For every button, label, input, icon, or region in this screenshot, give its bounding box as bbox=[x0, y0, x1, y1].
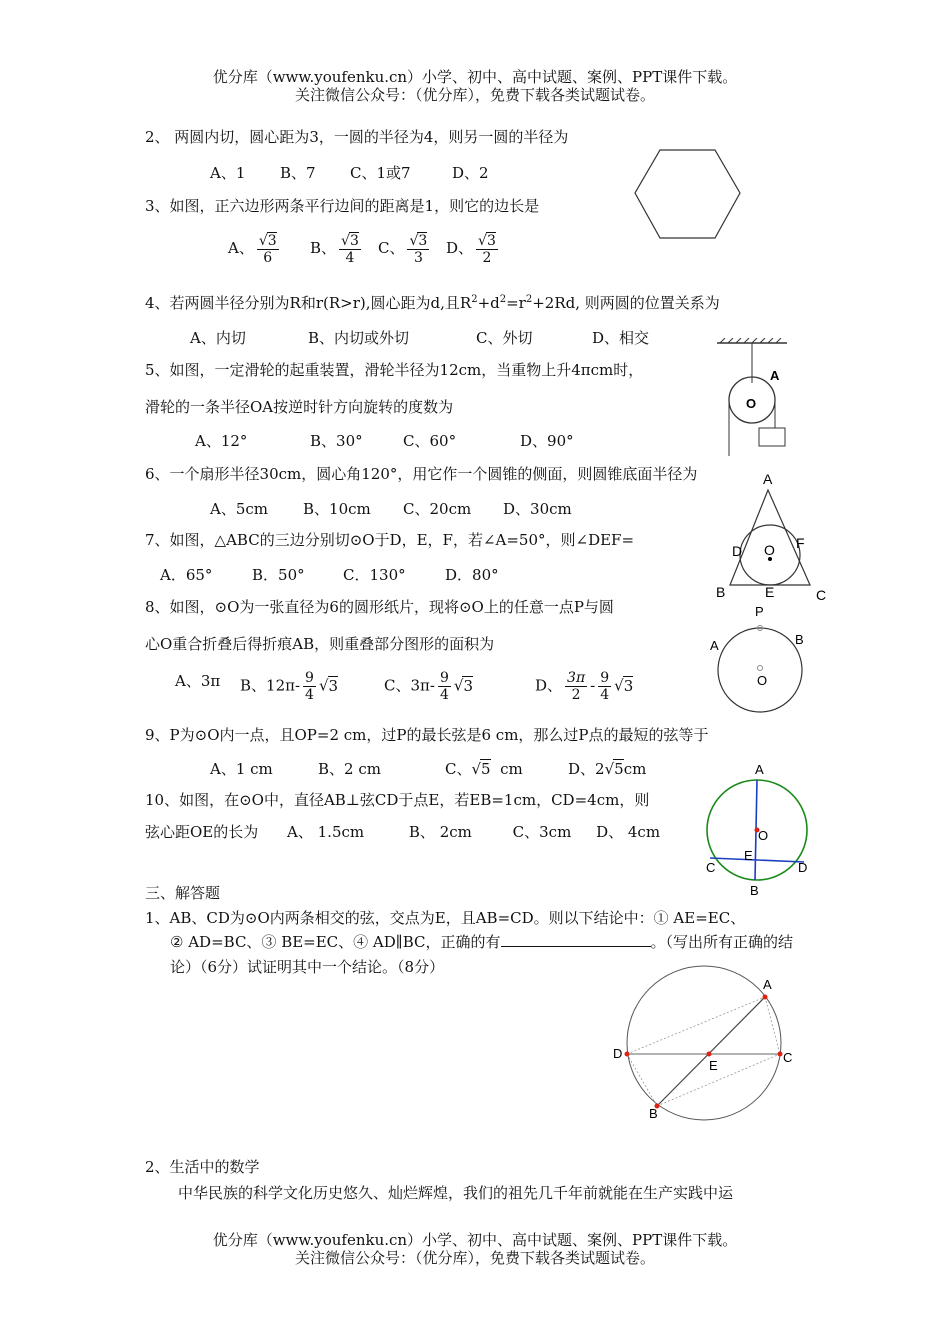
q3-c-fraction: $\frac{√3}{3}$ bbox=[409, 233, 428, 266]
footer-line-2: 关注微信公众号：（优分库），免费下载各类试题试卷。 bbox=[294, 1249, 655, 1267]
answer-blank[interactable] bbox=[501, 932, 651, 947]
solve-1-line-3: 论）（6分）试证明其中一个结论。（8分） bbox=[170, 958, 445, 976]
weight-box bbox=[759, 428, 785, 446]
label-d: D bbox=[613, 1046, 623, 1061]
hexagon-shape bbox=[635, 150, 740, 238]
label-c: C bbox=[816, 587, 827, 603]
footer-line-1: 优分库（www.youfenku.cn）小学、初中、高中试题、案例、PPT课件下载。 bbox=[212, 1231, 738, 1249]
q8-option-b: B、12π- $\frac{9}{4}$ √3 bbox=[240, 670, 339, 703]
label-a: A bbox=[763, 471, 773, 487]
q4-option-d: D、相交 bbox=[592, 329, 650, 347]
q6-option-a: A、5cm bbox=[210, 500, 269, 518]
q6-option-b: B、10cm bbox=[303, 500, 371, 518]
q3-b-fraction: $\frac{√3}{4}$ bbox=[341, 233, 359, 266]
solve-1-line-1: 1、AB、CD为⊙O内两条相交的弦，交点为E，且AB=CD。则以下结论中：① AE=EC、 bbox=[145, 909, 746, 927]
label-o: O bbox=[764, 542, 775, 558]
label-d: D bbox=[798, 860, 808, 875]
question-3: 3、如图，正六边形两条平行边间的距离是1，则它的边长是 bbox=[145, 197, 540, 215]
label-c: C bbox=[783, 1050, 793, 1065]
label-b: B bbox=[716, 584, 726, 600]
question-6: 6、一个扇形半径30cm，圆心角120°，用它作一个圆锥的侧面，则圆锥底面半径为 bbox=[145, 465, 698, 483]
q5-option-b: B、30° bbox=[310, 432, 363, 450]
q8-option-a: A、3π bbox=[175, 672, 221, 690]
solve-1-line-2: ② AD=BC、③ BE=EC、④ AD∥BC，正确的有 。（写出所有正确的结 bbox=[170, 933, 794, 951]
label-p: P bbox=[755, 604, 764, 619]
label-a: A bbox=[755, 762, 764, 777]
q6-option-d: D、30cm bbox=[503, 500, 572, 518]
q7-option-c: C．130° bbox=[343, 566, 406, 584]
label-b: B bbox=[649, 1106, 658, 1121]
chord-cd bbox=[710, 858, 804, 862]
question-9: 9、P为⊙O内一点，且OP=2 cm，过P的最长弦是6 cm，那么过P点的最短的弦等于 bbox=[145, 726, 709, 744]
q6-option-c: C、20cm bbox=[403, 500, 472, 518]
question-5-line-1: 5、如图，一定滑轮的起重装置，滑轮半径为12cm，当重物上升4πcm时， bbox=[145, 361, 644, 379]
paper-circle-figure bbox=[705, 600, 820, 740]
label-f: F bbox=[796, 535, 805, 551]
q3-d-label: D、 bbox=[446, 239, 474, 257]
q7-option-b: B．50° bbox=[252, 566, 305, 584]
q3-a-fraction: $\frac{√3}{6}$ bbox=[258, 233, 277, 266]
chord-ab bbox=[657, 997, 765, 1106]
q4-option-a: A、内切 bbox=[190, 329, 246, 347]
label-o: O bbox=[757, 673, 768, 688]
q7-option-d: D．80° bbox=[445, 566, 499, 584]
q3-option-a bbox=[228, 232, 282, 266]
label-b: B bbox=[750, 883, 759, 898]
label-e: E bbox=[709, 1058, 718, 1073]
solve-2-text: 中华民族的科学文化历史悠久、灿烂辉煌，我们的祖先几千年前就能在生产实践中运 bbox=[178, 1184, 734, 1202]
pulley-label-o: O bbox=[746, 396, 757, 411]
q9-option-b: B、2 cm bbox=[318, 760, 381, 778]
q9-option-d: D、2√5cm bbox=[568, 760, 647, 778]
q9-option-a: A、1 cm bbox=[210, 760, 273, 778]
q3-option-d bbox=[446, 232, 501, 266]
q3-c-label: C、 bbox=[378, 239, 405, 257]
question-10-line-2: 弦心距OE的长为 A、 1.5cm B、 2cm C、3cm D、 4cm bbox=[145, 823, 661, 841]
q5-option-d: D、90° bbox=[520, 432, 574, 450]
question-7: 7、如图，△ABC的三边分别切⊙O于D，E，F，若∠A=50°，则∠DEF= bbox=[145, 531, 635, 549]
header-line-1: 优分库（www.youfenku.cn）小学、初中、高中试题、案例、PPT课件下载。 bbox=[212, 68, 738, 86]
header-line-2: 关注微信公众号：（优分库），免费下载各类试题试卷。 bbox=[294, 86, 655, 104]
label-d: D bbox=[732, 543, 743, 559]
label-c: C bbox=[706, 860, 716, 875]
incircle-figure bbox=[710, 470, 830, 605]
q3-option-b bbox=[310, 232, 364, 266]
section-3-title: 三、解答题 bbox=[145, 884, 221, 902]
q7-option-a: A．65° bbox=[160, 566, 213, 584]
q8-option-c: C、3π- $\frac{9}{4}$ √3 bbox=[384, 670, 473, 703]
q3-option-c bbox=[378, 232, 432, 266]
q4-option-b: B、内切或外切 bbox=[308, 329, 410, 347]
question-8-line-1: 8、如图，⊙O为一张直径为6的圆形纸片，现将⊙O上的任意一点P与圆 bbox=[145, 598, 614, 616]
q2-option-a: A、1 bbox=[210, 164, 246, 182]
question-10-line-1: 10、如图，在⊙O中，直径AB⊥弦CD于点E，若EB=1cm，CD=4cm，则 bbox=[145, 791, 650, 809]
q2-option-d: D、2 bbox=[452, 164, 489, 182]
label-b: B bbox=[795, 632, 804, 647]
q5-option-a: A、12° bbox=[195, 432, 248, 450]
question-2: 2、 两圆内切，圆心距为3，一圆的半径为4，则另一圆的半径为 bbox=[145, 128, 569, 146]
q2-option-c: C、1或7 bbox=[350, 164, 411, 182]
question-8-line-2: 心O重合折叠后得折痕AB，则重叠部分图形的面积为 bbox=[145, 635, 495, 653]
pulley-figure bbox=[712, 338, 802, 463]
chord-circle-figure bbox=[700, 760, 815, 900]
q9-option-c: C、√5 cm bbox=[445, 760, 523, 778]
q5-option-c: C、60° bbox=[403, 432, 457, 450]
label-e: E bbox=[765, 584, 775, 600]
label-a: A bbox=[763, 977, 772, 992]
hexagon-figure bbox=[630, 145, 745, 245]
question-4: 4、若两圆半径分别为R和r(R>r),圆心距为d,且$R^2+d^2=r^2+2Rd$, 则两圆的位置关系为 bbox=[145, 294, 720, 312]
q3-b-label: B、 bbox=[310, 239, 337, 257]
label-e: E bbox=[744, 848, 753, 863]
q4-option-c: C、外切 bbox=[476, 329, 533, 347]
q2-option-b: B、7 bbox=[280, 164, 316, 182]
label-a: A bbox=[710, 638, 719, 653]
intersecting-chords-figure bbox=[605, 965, 805, 1125]
q3-a-label: A、 bbox=[228, 239, 254, 257]
outer-circle bbox=[627, 966, 781, 1120]
question-5-line-2: 滑轮的一条半径OA按逆时针方向旋转的度数为 bbox=[145, 398, 454, 416]
solve-2-title: 2、生活中的数学 bbox=[145, 1158, 260, 1176]
label-o: O bbox=[758, 828, 769, 843]
pulley-label-a: A bbox=[770, 368, 780, 383]
q3-d-fraction: $\frac{√3}{2}$ bbox=[478, 233, 496, 266]
q8-option-d: D、 $\frac{3\pi}{2}$ - $\frac{9}{4}$ √3 bbox=[535, 670, 634, 703]
